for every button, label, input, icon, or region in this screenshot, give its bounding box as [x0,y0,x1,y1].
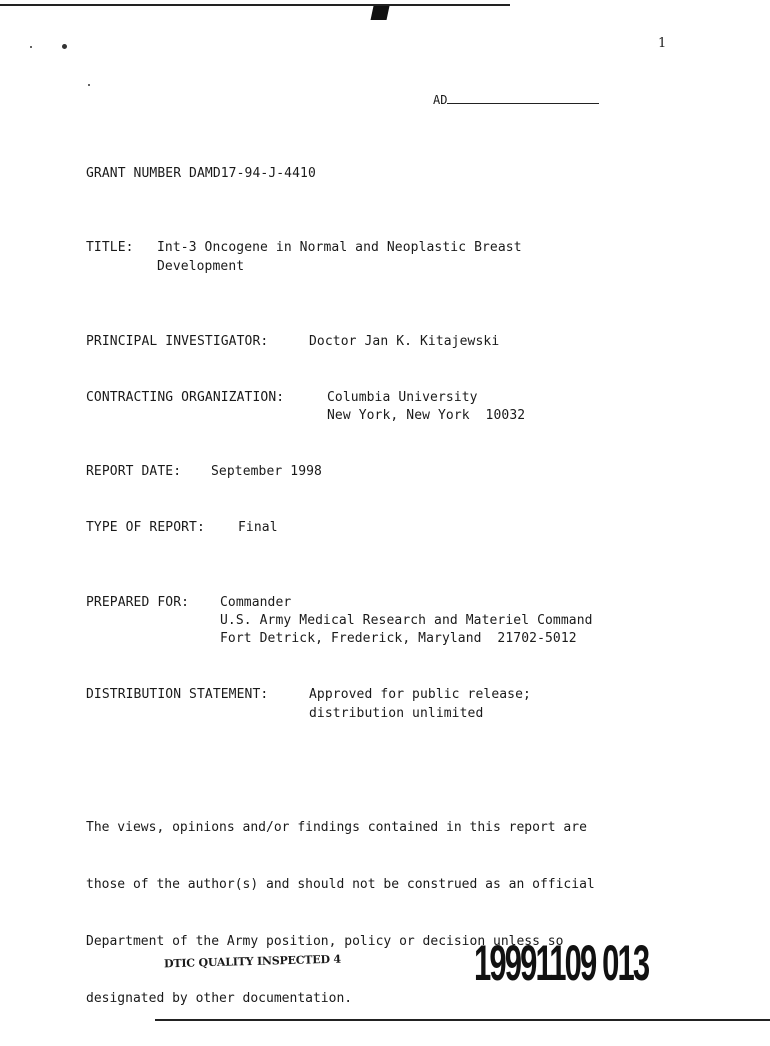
pi-value: Doctor Jan K. Kitajewski [309,334,500,349]
distribution-label: DISTRIBUTION STATEMENT: [86,687,269,702]
disclaimer-paragraph [86,780,595,1046]
top-rule [0,4,510,6]
scan-blot [371,6,390,20]
title-line-2: Development [157,259,245,274]
ad-blank-line [447,91,599,104]
title-label: TITLE: [86,240,134,255]
document-accession-number: 19991109 013 [474,935,649,991]
org-line-1: Columbia University [327,390,478,405]
scan-speck [30,46,32,48]
quality-inspection-stamp: DTIC QUALITY INSPECTED 4 [163,952,342,971]
grant-number: GRANT NUMBER DAMD17-94-J-4410 [86,166,316,181]
pi-label: PRINCIPAL INVESTIGATOR: [86,334,269,349]
ad-label: AD [433,93,448,107]
disclaimer-line-1: The views, opinions and/or findings contained in this report are [86,820,587,835]
prepared-for-line-2: U.S. Army Medical Research and Materiel Command [220,613,593,628]
prepared-for-label: PREPARED FOR: [86,595,190,610]
title-line-1: Int-3 Oncogene in Normal and Neoplastic Breast [157,240,522,255]
ad-field [433,91,599,107]
disclaimer-line-2: those of the author(s) and should not be construed as an official [86,877,595,892]
bottom-rule [155,1019,770,1021]
org-label: CONTRACTING ORGANIZATION: [86,390,285,405]
page-number: 1 [658,36,667,51]
org-line-2: New York, New York 10032 [327,408,526,423]
disclaimer-line-4: designated by other documentation. [86,991,353,1006]
distribution-line-2: distribution unlimited [309,706,484,721]
report-date-value: September 1998 [211,464,322,479]
scan-speck [88,84,90,86]
report-type-label: TYPE OF REPORT: [86,520,205,535]
report-date-label: REPORT DATE: [86,464,182,479]
distribution-line-1: Approved for public release; [309,687,531,702]
report-type-value: Final [238,520,278,535]
disclaimer-line-3: Department of the Army position, policy or decision unless so [86,934,564,949]
scan-speck [62,44,67,49]
prepared-for-line-1: Commander [220,595,292,610]
prepared-for-line-3: Fort Detrick, Frederick, Maryland 21702-5012 [220,631,577,646]
